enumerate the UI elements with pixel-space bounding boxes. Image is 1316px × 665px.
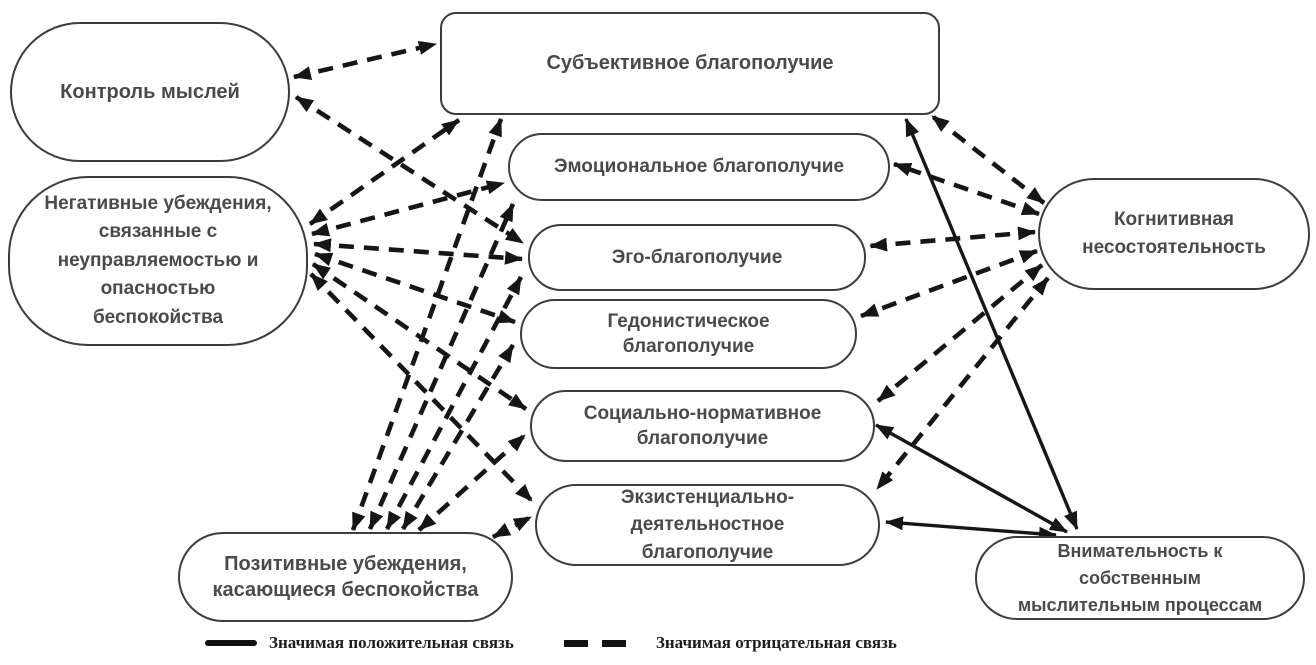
legend bbox=[205, 633, 897, 653]
node-hedonistic-wellbeing bbox=[520, 299, 857, 369]
node-label: Контроль мыслей bbox=[60, 80, 240, 103]
edge-ekzist-vnim-positive bbox=[886, 522, 1056, 535]
node-label: Субъективное благополучие bbox=[546, 52, 834, 75]
node-label: Когнитивная несостоятельность bbox=[1082, 208, 1266, 258]
edge-pozitivnye-ego-negative bbox=[387, 277, 521, 529]
node-label: Внимательность к собственным мыслительным процессам bbox=[1017, 540, 1263, 615]
edge-kogn-gedon-negative bbox=[861, 251, 1037, 316]
edge-negativnye-subj-negative bbox=[310, 120, 459, 224]
node-social-normative-wellbeing bbox=[530, 390, 875, 462]
edge-pozitivnye-sots-negative bbox=[419, 435, 525, 530]
node-label: Социально-нормативное благополучие bbox=[583, 402, 822, 449]
node-label: Негативные убеждения, связанные с неуправляемостью и опасностью беспокойства bbox=[44, 192, 272, 328]
edge-subj-vnim-positive bbox=[906, 119, 1077, 529]
edge-negativnye-ekzist-negative bbox=[311, 274, 532, 501]
node-positive-beliefs bbox=[178, 532, 513, 622]
edge-kogn-subj-negative bbox=[932, 116, 1044, 203]
edge-kontrol-subj-negative bbox=[294, 44, 436, 77]
node-label: Позитивные убеждения, касающиеся беспокойства bbox=[212, 552, 479, 601]
node-emotional-wellbeing bbox=[508, 133, 890, 201]
negative-link-line-sample bbox=[564, 640, 626, 647]
node-label: Экзистенциально-деятельностное благополучие bbox=[620, 486, 795, 563]
node-subjective-wellbeing bbox=[440, 12, 940, 115]
edge-pozitivnye-gedon-negative bbox=[403, 345, 513, 529]
node-cognitive-self-consciousness bbox=[975, 536, 1305, 620]
edge-kogn-emots-negative bbox=[894, 164, 1039, 214]
negative-link-label: Значимая отрицательная связь bbox=[655, 633, 897, 652]
node-negative-beliefs bbox=[8, 176, 308, 346]
node-thought-control bbox=[10, 22, 290, 162]
node-label: Эмоциональное благополучие bbox=[553, 156, 845, 178]
positive-link-line-sample bbox=[205, 640, 257, 646]
positive-link-label: Значимая положительная связь bbox=[269, 633, 514, 652]
node-ego-wellbeing bbox=[528, 224, 866, 291]
node-existential-activity-wellbeing bbox=[535, 484, 880, 566]
edge-pozitivnye-ekzist-negative bbox=[493, 517, 531, 537]
node-label: Эго-благополучие bbox=[611, 246, 783, 268]
node-label: Гедонистическое благополучие bbox=[607, 310, 770, 357]
node-cognitive-incompetence bbox=[1038, 178, 1310, 290]
edge-sots-vnim-positive bbox=[876, 425, 1067, 532]
edge-kontrol-ego-negative bbox=[296, 97, 523, 243]
edge-kogn-sots-negative bbox=[878, 265, 1042, 401]
